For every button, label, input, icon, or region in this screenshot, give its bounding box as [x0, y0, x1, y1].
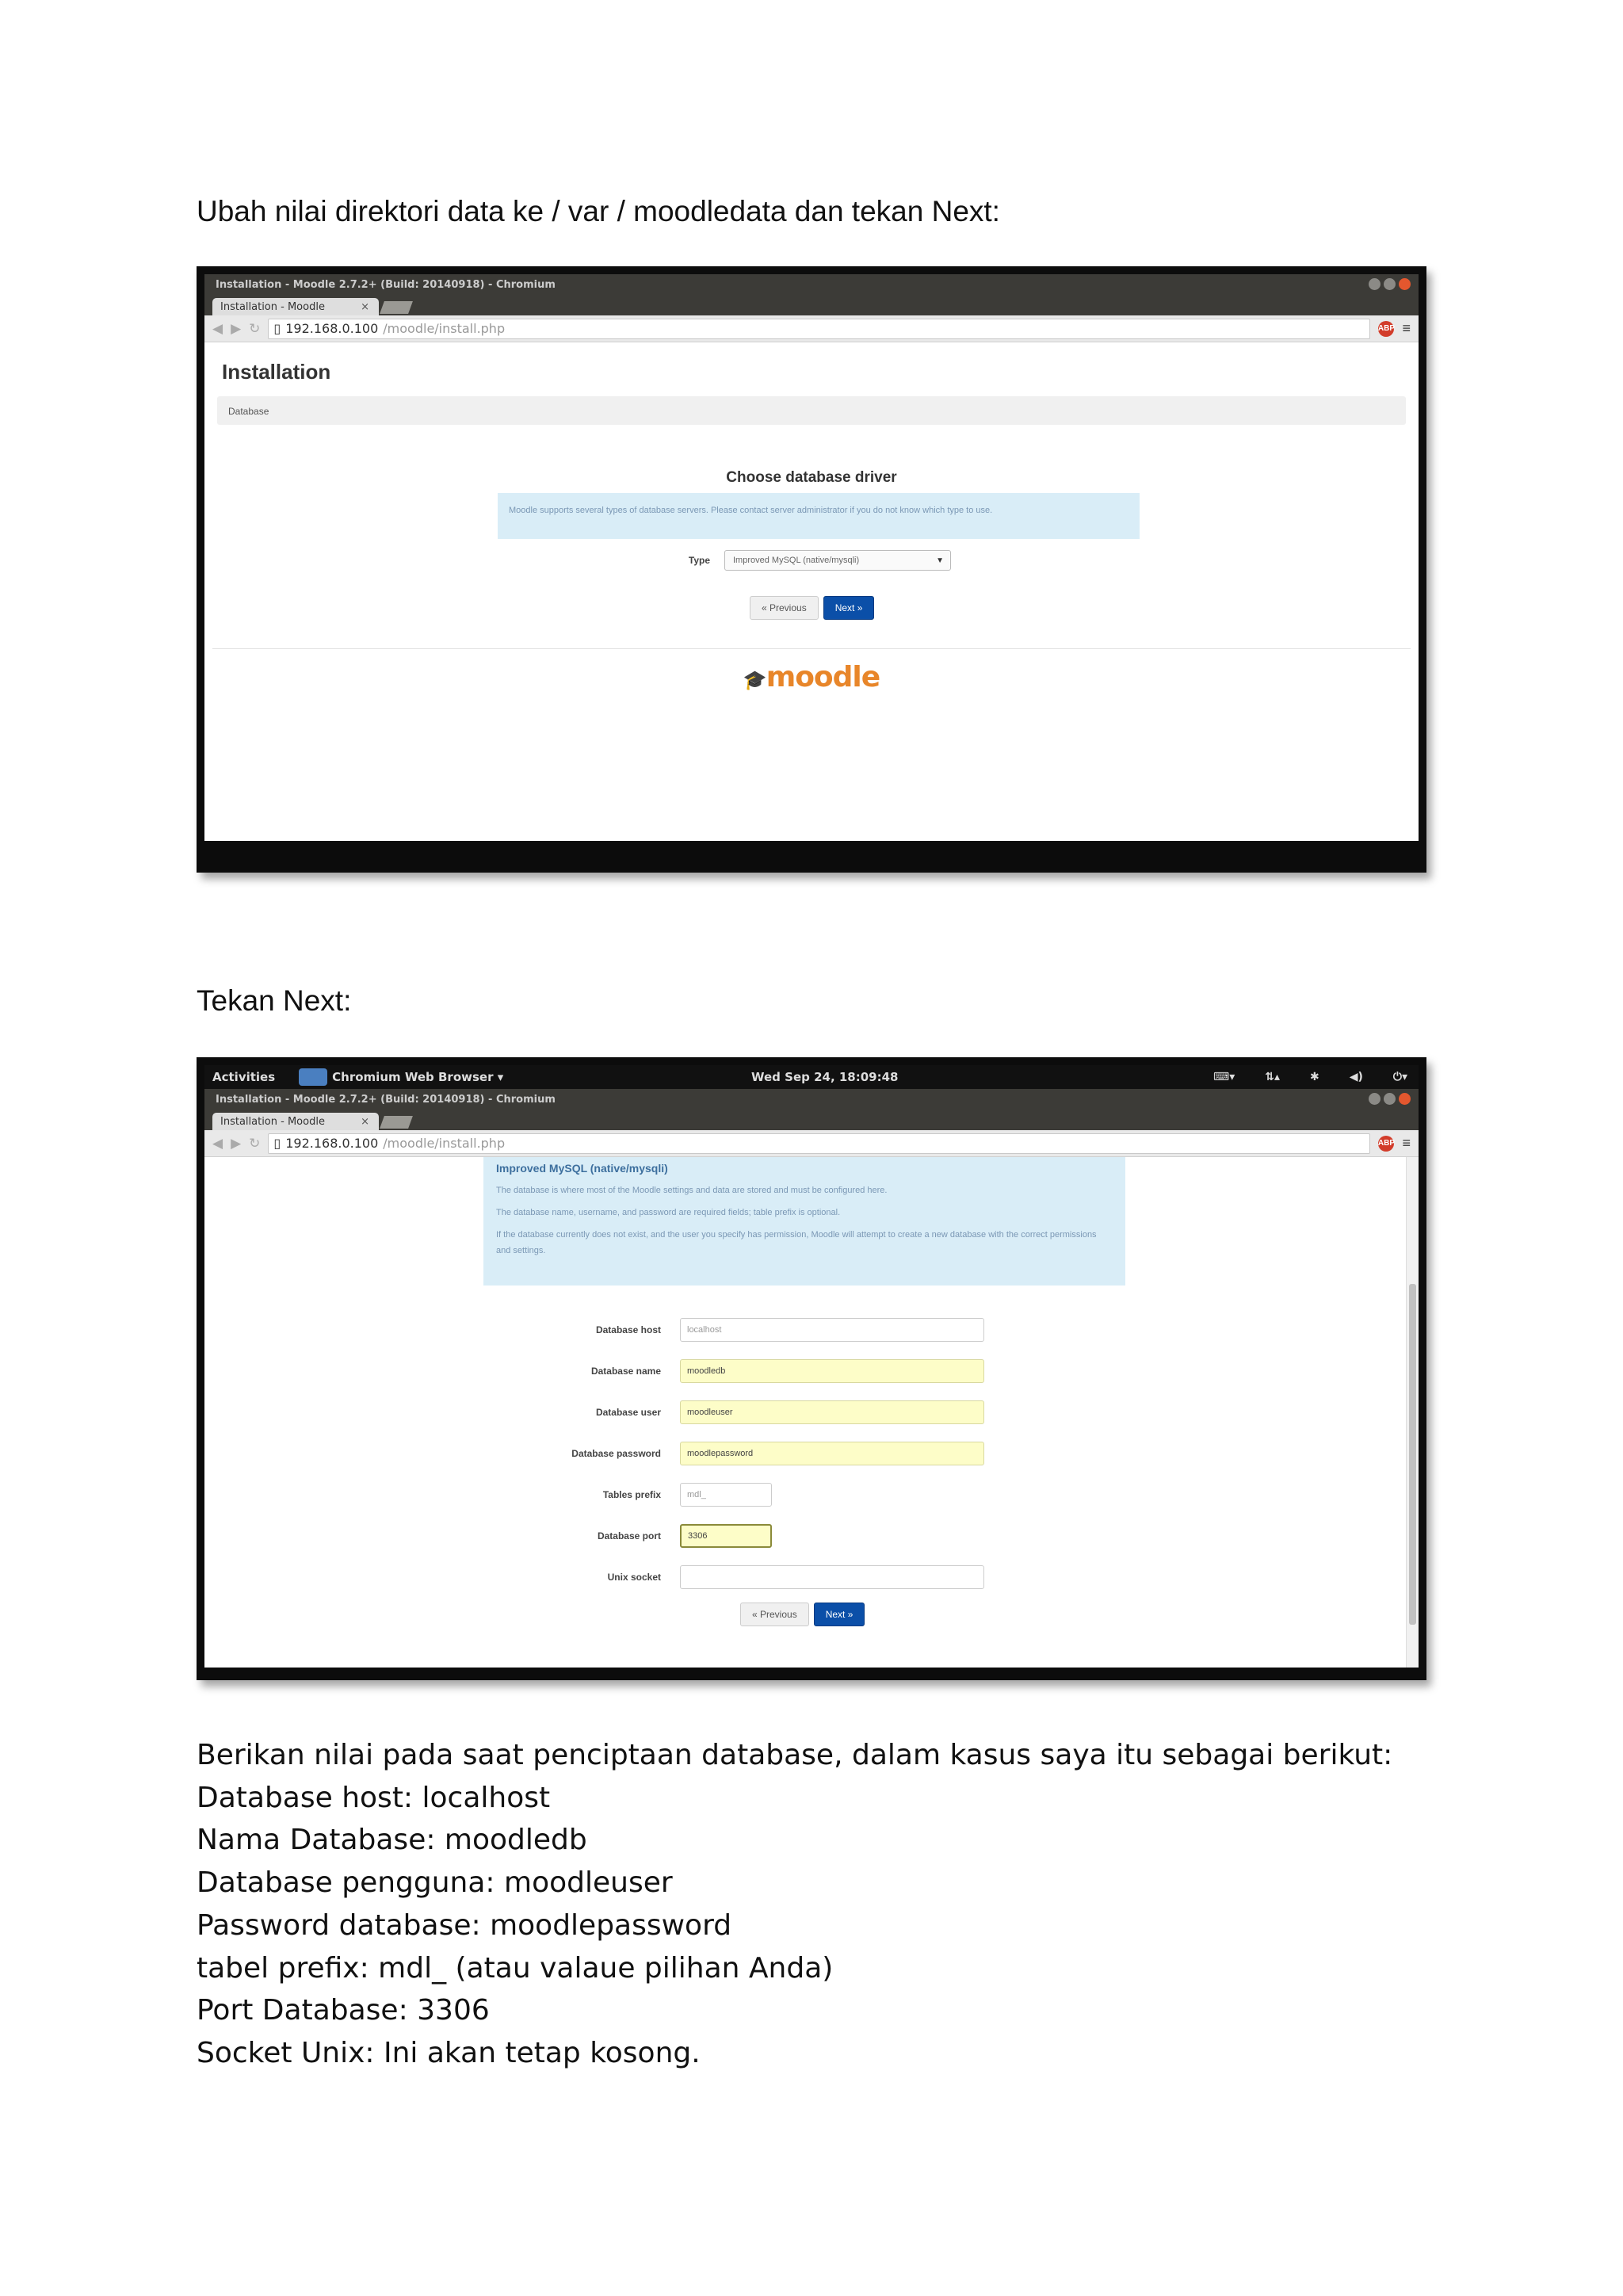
- db-user-input[interactable]: moodleuser: [680, 1400, 984, 1424]
- info-box: [483, 1157, 1125, 1286]
- forward-icon[interactable]: ▶: [231, 1135, 242, 1151]
- tables-prefix-input[interactable]: mdl_: [680, 1483, 772, 1507]
- db-port-input[interactable]: 3306: [680, 1524, 772, 1548]
- form-row-db-name: [521, 1350, 984, 1392]
- maximize-icon[interactable]: [1384, 1093, 1396, 1105]
- section-title: Choose database driver: [726, 469, 897, 486]
- body-line: Port Database: 3306: [197, 1994, 490, 2027]
- breadcrumb-database: Database: [228, 406, 269, 417]
- tables-prefix-label: Tables prefix: [602, 1489, 661, 1500]
- window-titlebar: [204, 274, 1419, 295]
- url-host: 192.168.0.100: [285, 321, 379, 336]
- db-user-label: Database user: [595, 1407, 661, 1418]
- database-form: [521, 1309, 984, 1598]
- breadcrumb: [217, 396, 1406, 425]
- page-icon: ▯: [273, 321, 281, 336]
- browser-tab[interactable]: [212, 1113, 379, 1130]
- moodle-logo: [204, 661, 1419, 693]
- chromium-icon: [299, 1068, 327, 1086]
- body-line: Nama Database: moodledb: [197, 1824, 587, 1857]
- next-button[interactable]: Next »: [823, 596, 875, 620]
- url-input[interactable]: [268, 319, 1370, 339]
- new-tab-button[interactable]: [380, 1116, 413, 1129]
- url-path: /moodle/install.php: [383, 321, 506, 336]
- browser-tab[interactable]: [212, 298, 379, 315]
- tab-label: Installation - Moodle: [220, 300, 325, 313]
- body-line: Berikan nilai pada saat penciptaan database, dalam kasus saya itu sebagai berikut:: [197, 1739, 1393, 1771]
- back-icon[interactable]: ◀: [212, 1135, 223, 1151]
- reload-icon[interactable]: ↻: [249, 1135, 261, 1151]
- info-box: Moodle supports several types of database servers. Please contact server administrator if you do not know which type to use.: [498, 493, 1140, 539]
- db-host-label: Database host: [595, 1324, 661, 1335]
- address-bar: [204, 315, 1419, 342]
- keyboard-icon[interactable]: ⌨▾: [1212, 1071, 1235, 1083]
- tab-strip: [204, 295, 1419, 315]
- body-line: tabel prefix: mdl_ (atau valaue pilihan Anda): [197, 1951, 834, 1985]
- reload-icon[interactable]: ↻: [249, 320, 261, 336]
- info-paragraph: The database is where most of the Moodle settings and data are stored and must be configured here.: [496, 1186, 888, 1195]
- browser-page: [204, 342, 1419, 841]
- nav-buttons: [740, 1603, 865, 1626]
- menu-icon[interactable]: ≡: [1402, 320, 1411, 336]
- info-paragraph: If the database currently does not exist, and the user you specify has permission, Moodle will attempt to create a new database with the correct permissions and settings.: [496, 1230, 1097, 1255]
- unix-socket-label: Unix socket: [607, 1572, 661, 1583]
- body-line: Database host: localhost: [197, 1781, 551, 1814]
- tab-strip: [204, 1110, 1419, 1130]
- menu-icon[interactable]: ≡: [1402, 1135, 1411, 1151]
- scrollbar-thumb[interactable]: [1409, 1284, 1416, 1625]
- url-input[interactable]: [268, 1133, 1370, 1154]
- app-menu-label: Chromium Web Browser ▾: [332, 1070, 504, 1084]
- maximize-icon[interactable]: [1384, 278, 1396, 290]
- form-row-unix-socket: [521, 1557, 984, 1598]
- db-name-label: Database name: [590, 1366, 661, 1377]
- minimize-icon[interactable]: [1369, 278, 1381, 290]
- nav-buttons: [750, 596, 874, 620]
- db-host-input[interactable]: localhost: [680, 1318, 984, 1342]
- app-menu[interactable]: [299, 1068, 503, 1086]
- activities-button[interactable]: Activities: [212, 1070, 276, 1084]
- type-select[interactable]: [724, 550, 951, 571]
- url-host: 192.168.0.100: [285, 1136, 379, 1151]
- window-title: Installation - Moodle 2.7.2+ (Build: 20140918) - Chromium: [216, 278, 556, 291]
- type-select-value: Improved MySQL (native/mysqli): [733, 556, 860, 565]
- explanation-paragraph: [197, 1734, 1392, 2075]
- footer-divider: [212, 648, 1411, 649]
- info-paragraph: The database name, username, and password are required fields; table prefix is optional.: [496, 1208, 841, 1217]
- window-title: Installation - Moodle 2.7.2+ (Build: 20140918) - Chromium: [216, 1093, 556, 1106]
- logo-text: moodle: [766, 661, 880, 693]
- type-row: [664, 550, 951, 571]
- db-port-label: Database port: [597, 1530, 661, 1541]
- graduation-cap-icon: 🎓: [743, 669, 766, 691]
- db-name-input[interactable]: moodledb: [680, 1359, 984, 1383]
- page-title: Installation: [222, 360, 331, 384]
- gnome-top-bar: [204, 1065, 1419, 1089]
- tab-label: Installation - Moodle: [220, 1115, 325, 1128]
- new-tab-button[interactable]: [380, 301, 413, 314]
- system-tray: [1213, 1071, 1407, 1083]
- forward-icon[interactable]: ▶: [231, 320, 242, 336]
- form-row-db-host: [521, 1309, 984, 1350]
- tab-close-icon[interactable]: ×: [361, 300, 369, 313]
- heading-step-data-directory: Ubah nilai direktori data ke / var / moodledata dan tekan Next:: [197, 195, 1000, 227]
- body-line: Database pengguna: moodleuser: [197, 1866, 673, 1900]
- power-icon[interactable]: ⏻▾: [1392, 1071, 1407, 1083]
- accessibility-icon[interactable]: ✱: [1309, 1071, 1319, 1083]
- form-row-db-port: [521, 1515, 984, 1557]
- adblock-icon[interactable]: ABP: [1378, 321, 1394, 337]
- info-title: Improved MySQL (native/mysqli): [496, 1162, 668, 1175]
- page-icon: ▯: [273, 1136, 281, 1151]
- minimize-icon[interactable]: [1369, 1093, 1381, 1105]
- previous-button[interactable]: « Previous: [740, 1603, 809, 1626]
- next-button[interactable]: Next »: [814, 1603, 865, 1626]
- type-label: Type: [688, 555, 710, 566]
- close-icon[interactable]: [1399, 1093, 1411, 1105]
- db-password-input[interactable]: moodlepassword: [680, 1442, 984, 1465]
- address-bar: [204, 1130, 1419, 1157]
- screenshot-choose-driver: [197, 266, 1426, 873]
- form-row-db-password: [521, 1433, 984, 1474]
- previous-button[interactable]: « Previous: [750, 596, 819, 620]
- screenshot-database-settings: [197, 1057, 1426, 1680]
- browser-page: [204, 1157, 1419, 1668]
- chevron-down-icon: ▼: [936, 556, 944, 565]
- back-icon[interactable]: ◀: [212, 320, 223, 336]
- form-row-tables-prefix: [521, 1474, 984, 1515]
- url-path: /moodle/install.php: [383, 1136, 506, 1151]
- heading-press-next: Tekan Next:: [197, 984, 352, 1017]
- window-controls[interactable]: [1369, 1093, 1411, 1105]
- tab-close-icon[interactable]: ×: [361, 1115, 369, 1128]
- window-controls[interactable]: [1369, 278, 1411, 290]
- adblock-icon[interactable]: ABP: [1378, 1136, 1394, 1152]
- network-icon[interactable]: ⇅▴: [1265, 1071, 1280, 1083]
- window-titlebar: [204, 1089, 1419, 1110]
- clock[interactable]: Wed Sep 24, 18:09:48: [751, 1070, 899, 1084]
- form-row-db-user: [521, 1392, 984, 1433]
- unix-socket-input[interactable]: [680, 1565, 984, 1589]
- page-scrollbar[interactable]: [1406, 1157, 1419, 1668]
- volume-icon[interactable]: ◀): [1349, 1071, 1363, 1083]
- body-line: Password database: moodlepassword: [197, 1908, 732, 1942]
- body-line: Socket Unix: Ini akan tetap kosong.: [197, 2036, 701, 2069]
- close-icon[interactable]: [1399, 278, 1411, 290]
- db-password-label: Database password: [571, 1448, 661, 1459]
